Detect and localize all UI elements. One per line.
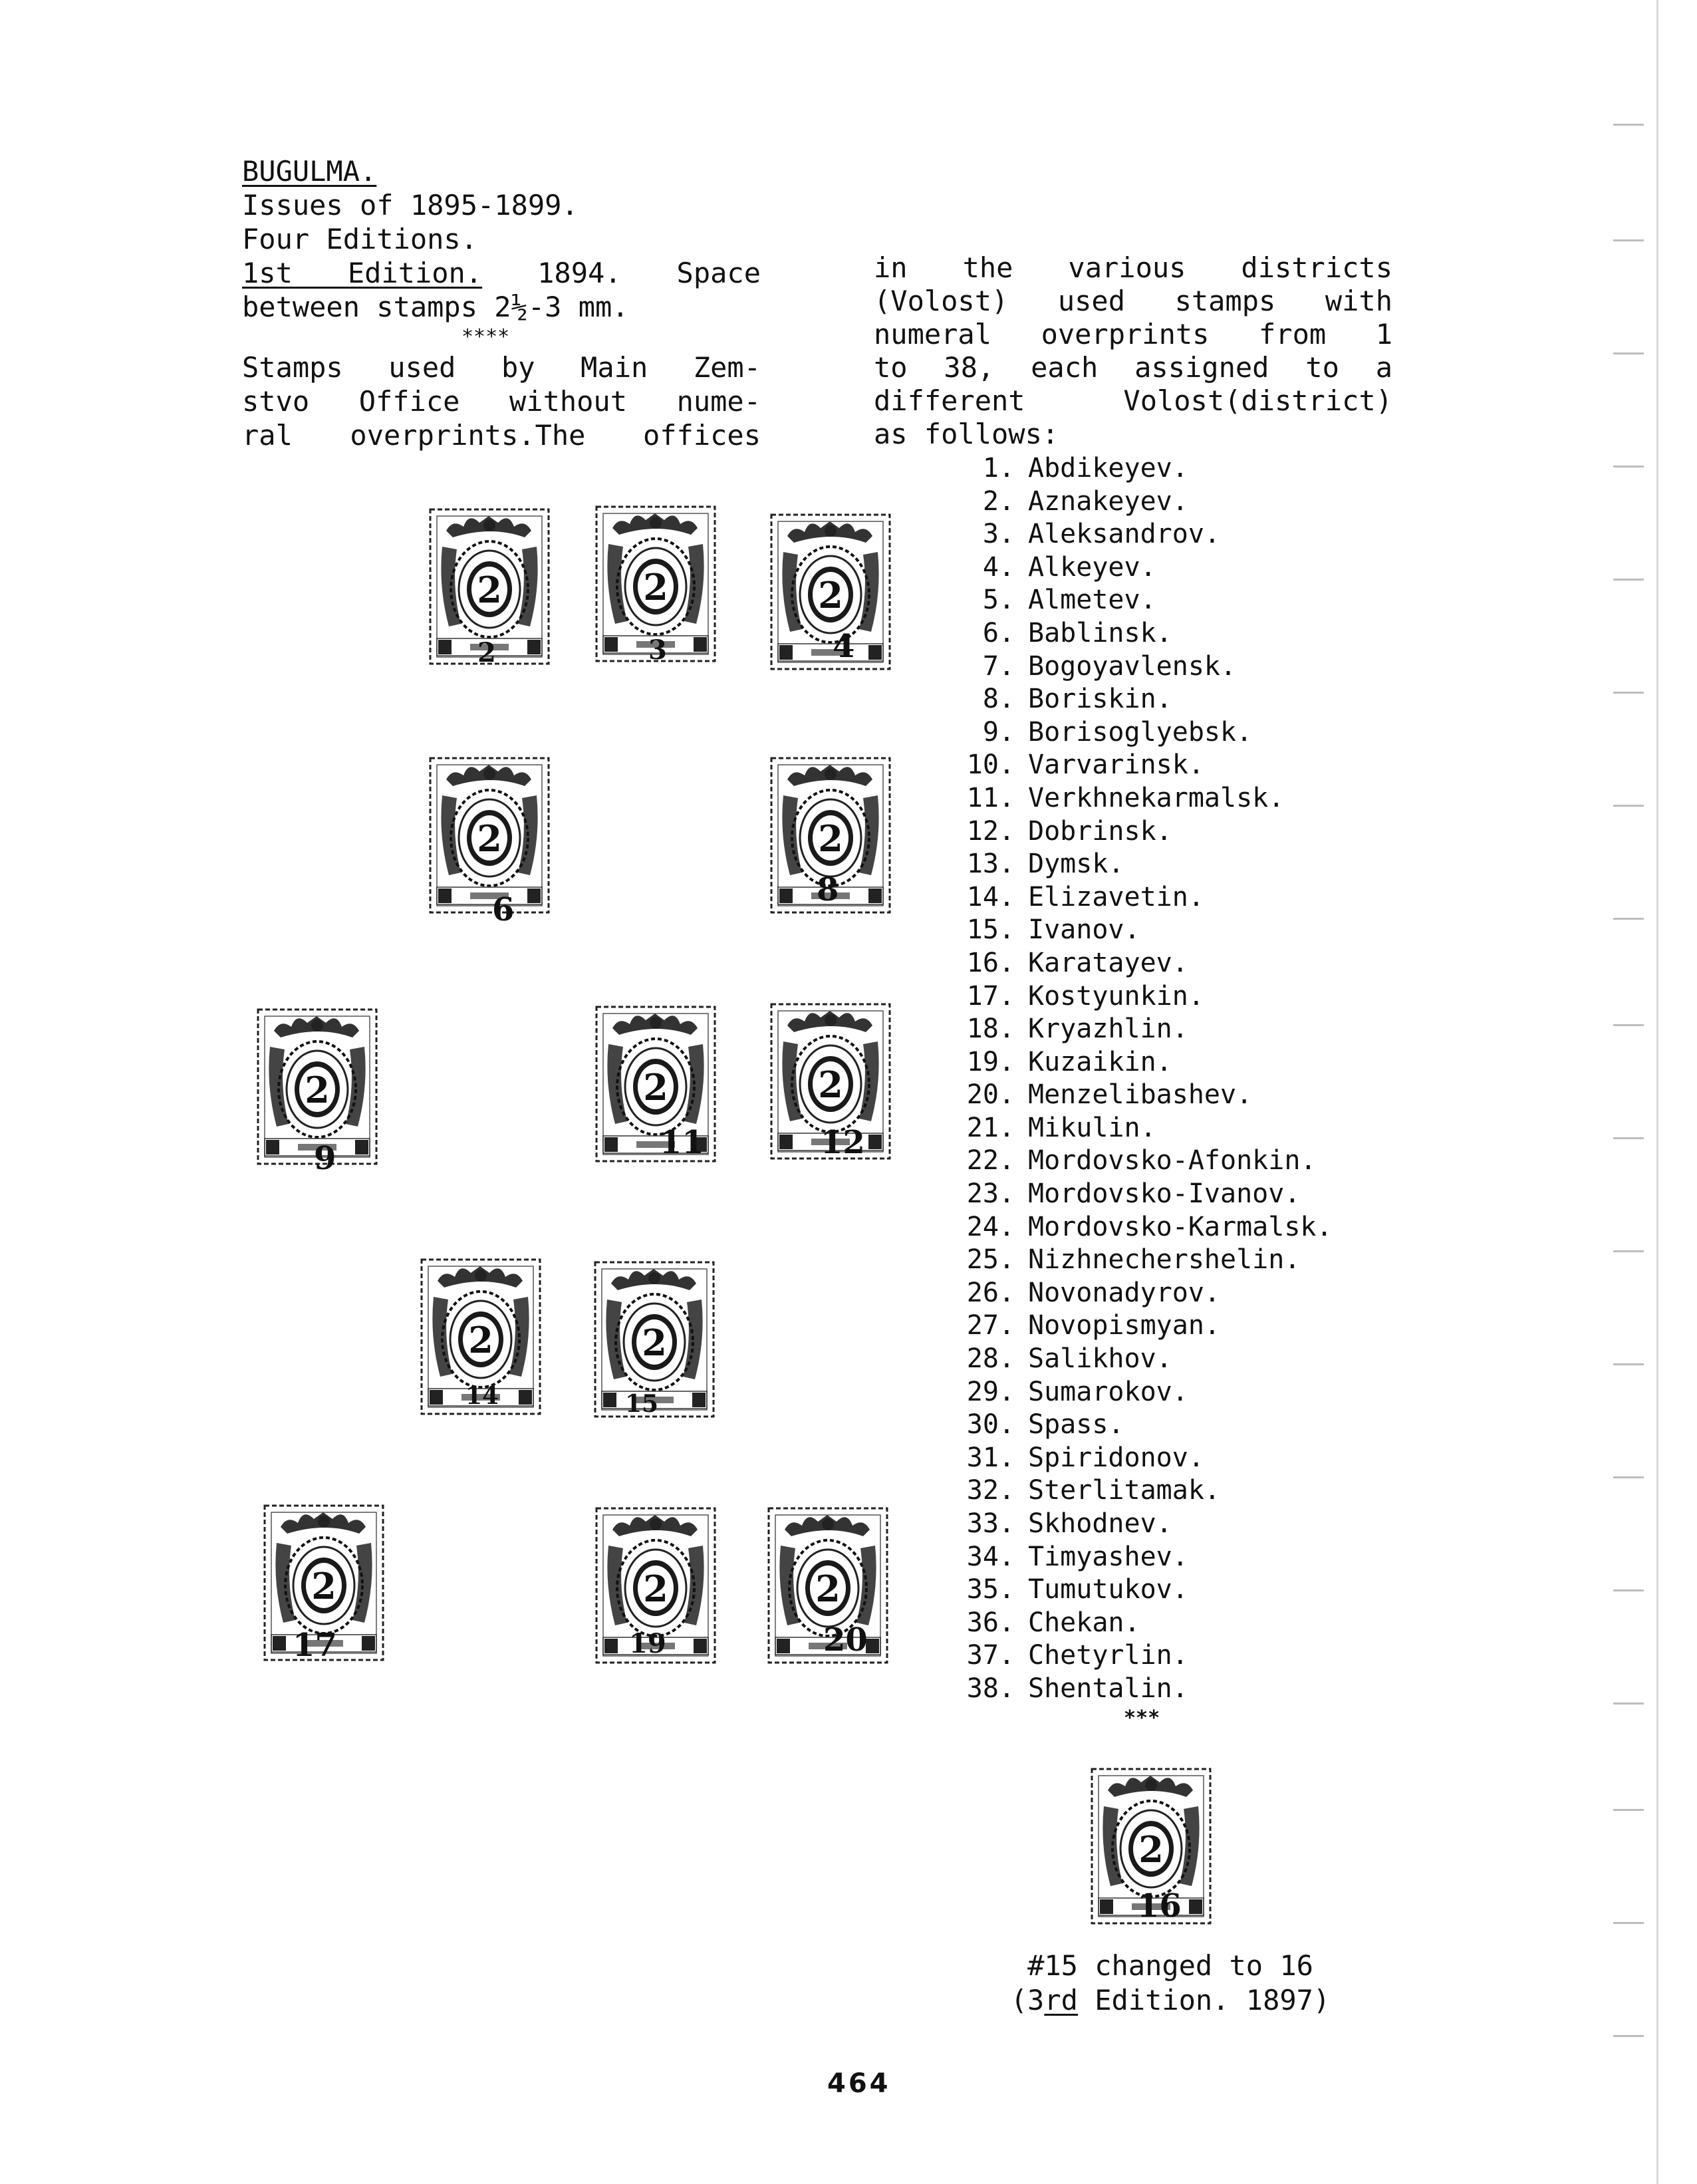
- stamp-denomination: 2: [642, 1321, 667, 1364]
- stamp-image: [428, 755, 551, 915]
- volost-list-item: [936, 1639, 1333, 1673]
- volost-name: Karatayev.: [1028, 947, 1188, 978]
- stamp-overprint: 17: [293, 1627, 337, 1664]
- volost-name: Novonadyrov.: [1028, 1277, 1220, 1308]
- volost-name: Boriskin.: [1028, 684, 1172, 715]
- volost-number: 18.: [966, 1014, 1015, 1045]
- page-edge-line: [1656, 0, 1658, 2184]
- volost-name: Bablinsk.: [1028, 617, 1172, 648]
- volost-number: 20.: [966, 1079, 1015, 1111]
- volost-name: Almetev.: [1028, 585, 1156, 616]
- volost-list-item: [936, 683, 1333, 716]
- volost-name: Spiridonov.: [1028, 1442, 1204, 1473]
- volost-name: Sumarokov.: [1028, 1376, 1188, 1407]
- volost-name: Varvarinsk.: [1028, 750, 1204, 781]
- right-para-line: as follows:: [874, 418, 1059, 450]
- stamp-denomination: 2: [643, 1066, 668, 1109]
- volost-list-item: [936, 881, 1333, 914]
- volost-list-item: [936, 848, 1333, 881]
- volost-number: 2.: [982, 485, 1015, 517]
- volost-list-item: [936, 1211, 1333, 1244]
- caption-line-2: [958, 1983, 1383, 2018]
- stamp-denomination: 2: [643, 566, 668, 609]
- edge-tick: [1613, 805, 1644, 807]
- volost-name: Nizhnechershelin.: [1028, 1244, 1301, 1276]
- volost-number: 36.: [966, 1607, 1015, 1638]
- volost-number: 21.: [966, 1112, 1015, 1143]
- left-para-line: ral overprints.The offices: [242, 419, 761, 452]
- volost-list-item: [936, 518, 1333, 551]
- volost-number: 17.: [966, 980, 1015, 1012]
- stamp-overprint: 20: [823, 1621, 868, 1659]
- edge-tick: [1613, 352, 1644, 354]
- stamp-overprint: 9: [314, 1140, 336, 1177]
- caption-rest: Edition. 1897): [1077, 1984, 1331, 2016]
- volost-name: Kostyunkin.: [1028, 980, 1204, 1012]
- volost-list-item: [936, 782, 1333, 815]
- volost-number: 7.: [982, 650, 1015, 682]
- volost-list-item: [936, 452, 1333, 485]
- volost-list-item: [936, 1573, 1333, 1607]
- volost-list-item: [936, 1046, 1333, 1079]
- volost-name: Chetyrlin.: [1028, 1640, 1188, 1671]
- volost-list-item: [936, 1112, 1333, 1145]
- volost-name: Borisoglyebsk.: [1028, 716, 1253, 748]
- volost-number: 13.: [966, 849, 1015, 880]
- volost-list-item: [936, 1474, 1333, 1508]
- volost-number: 23.: [966, 1178, 1015, 1210]
- stamp-denomination: 2: [818, 1063, 843, 1106]
- space-word: Space: [676, 257, 761, 289]
- edge-tick: [1613, 2035, 1644, 2037]
- volost-list-item: [936, 1442, 1333, 1475]
- right-para-line: to 38, each assigned to a: [874, 351, 1392, 384]
- stamp-denomination: 2: [643, 1568, 668, 1610]
- caption-open: (3: [1010, 1984, 1045, 2016]
- edge-tick: [1613, 692, 1644, 694]
- left-para-line: Stamps used by Main Zem-: [242, 351, 761, 384]
- volost-list-item: [936, 617, 1333, 650]
- volost-list-item: [936, 1309, 1333, 1343]
- volost-name: Elizavetin.: [1028, 881, 1204, 912]
- volost-name: Alkeyev.: [1028, 551, 1156, 583]
- volost-number: 11.: [966, 782, 1015, 813]
- volost-name: Verkhnekarmalsk.: [1028, 782, 1285, 813]
- stamp-denomination: 2: [477, 569, 502, 611]
- edge-tick: [1613, 1476, 1644, 1478]
- volost-list-item: [936, 716, 1333, 750]
- right-para-line: in the various districts: [874, 251, 1392, 284]
- volost-list-item: [936, 1607, 1333, 1640]
- edge-tick: [1613, 1363, 1644, 1365]
- stamp-overprint: 3: [648, 634, 667, 666]
- volost-number: 12.: [966, 815, 1015, 847]
- volost-number: 37.: [966, 1640, 1015, 1671]
- stamp-overprint: 19: [629, 1628, 666, 1659]
- volost-name: Dobrinsk.: [1028, 815, 1172, 847]
- volost-number: 35.: [966, 1574, 1015, 1605]
- volost-number: 1.: [982, 453, 1015, 483]
- volost-number: 6.: [982, 617, 1015, 648]
- stamp-overprint: 16: [1137, 1887, 1182, 1925]
- volost-name: Sterlitamak.: [1028, 1475, 1220, 1506]
- volost-number: 29.: [966, 1376, 1015, 1407]
- volost-list-item: [936, 947, 1333, 980]
- stamp-denomination: 2: [305, 1069, 330, 1111]
- first-edition-line: [242, 256, 761, 290]
- right-para-line: different Volost(district): [874, 384, 1392, 417]
- stamp-denomination: 2: [818, 817, 843, 860]
- editions-line: Four Editions.: [242, 223, 478, 255]
- stamp-image: [769, 512, 892, 672]
- stamp-denomination: 2: [477, 817, 502, 860]
- first-edition-label: 1st Edition.: [242, 257, 483, 289]
- caption-line-1: #15 changed to 16: [1027, 1949, 1313, 1982]
- edge-tick: [1613, 1589, 1644, 1591]
- volost-number: 4.: [982, 551, 1015, 583]
- list-stars: ***: [1124, 1706, 1160, 1730]
- left-para-line: stvo Office without nume-: [242, 385, 761, 418]
- stamp-overprint: 15: [625, 1390, 659, 1418]
- volost-number: 15.: [966, 914, 1015, 946]
- caption-ordinal: rd: [1044, 1984, 1078, 2016]
- volost-list-item: [936, 914, 1333, 947]
- stamp-caption: [958, 1949, 1383, 2018]
- right-para-line: numeral overprints from 1: [874, 318, 1392, 350]
- stamp-denomination: 2: [1138, 1828, 1164, 1871]
- volost-list-item: [936, 1244, 1333, 1277]
- volost-list-item: [936, 1541, 1333, 1574]
- stamp-overprint: 4: [833, 628, 855, 665]
- edge-tick: [1613, 918, 1644, 920]
- edge-tick: [1613, 1137, 1644, 1139]
- volost-list-item: [936, 1145, 1333, 1178]
- volost-list-item: [936, 1508, 1333, 1541]
- right-para-line: (Volost) used stamps with: [874, 285, 1392, 317]
- volost-number: 9.: [982, 716, 1015, 748]
- volost-name: Timyashev.: [1028, 1541, 1188, 1572]
- volost-list-item: [936, 584, 1333, 617]
- first-edition-year: 1894.: [537, 257, 622, 289]
- volost-list-item: [936, 1079, 1333, 1112]
- volost-list-item: [936, 1013, 1333, 1046]
- volost-name: Tumutukov.: [1028, 1574, 1188, 1605]
- left-text-column: [242, 154, 761, 452]
- volost-name: Novopismyan.: [1028, 1310, 1220, 1341]
- stamp-overprint: 12: [821, 1124, 865, 1161]
- volost-name: Skhodnev.: [1028, 1508, 1172, 1539]
- volost-number: 30.: [966, 1409, 1015, 1440]
- edge-tick: [1613, 466, 1644, 468]
- volost-list-item: [936, 1277, 1333, 1310]
- volost-name: Spass.: [1028, 1409, 1124, 1440]
- volost-list-item: [936, 1343, 1333, 1376]
- volost-number: 16.: [966, 947, 1015, 978]
- volost-number: 8.: [982, 684, 1015, 715]
- volost-list-item: [936, 1673, 1333, 1706]
- edge-tick: [1613, 1024, 1644, 1026]
- stamp-overprint: 6: [492, 891, 515, 928]
- page-number: 464: [827, 2068, 891, 2099]
- volost-list-item: [936, 749, 1333, 782]
- edge-tick: [1613, 579, 1644, 581]
- stamp-denomination: 2: [815, 1568, 841, 1610]
- volost-name: Menzelibashev.: [1028, 1079, 1253, 1111]
- stamp-overprint: 11: [660, 1124, 704, 1161]
- edge-tick: [1613, 1250, 1644, 1252]
- section-stars: ****: [461, 325, 510, 348]
- stamp-overprint: 8: [817, 871, 839, 908]
- volost-name: Ivanov.: [1028, 914, 1140, 946]
- stamp-denomination: 2: [818, 574, 843, 616]
- volost-number: 31.: [966, 1442, 1015, 1473]
- volost-list-item: [936, 1178, 1333, 1211]
- right-text-column: [874, 251, 1392, 451]
- volost-number: 25.: [966, 1244, 1015, 1276]
- volost-name: Bogoyavlensk.: [1028, 650, 1237, 682]
- edge-tick: [1613, 239, 1644, 241]
- volost-number: 24.: [966, 1211, 1015, 1242]
- between-stamps-line: between stamps 2½-3 mm.: [242, 291, 629, 323]
- volost-number: 3.: [982, 519, 1015, 550]
- issues-line: Issues of 1895-1899.: [242, 189, 579, 221]
- volost-number: 28.: [966, 1343, 1015, 1375]
- volost-name: Abdikeyev.: [1028, 453, 1188, 483]
- volost-number: 32.: [966, 1475, 1015, 1506]
- volost-name: Kuzaikin.: [1028, 1046, 1172, 1077]
- edge-tick: [1613, 1809, 1644, 1811]
- volost-number: 26.: [966, 1277, 1015, 1308]
- volost-name: Dymsk.: [1028, 849, 1124, 880]
- volost-name: Mordovsko-Ivanov.: [1028, 1178, 1301, 1210]
- volost-name: Shentalin.: [1028, 1673, 1188, 1704]
- volost-number: 38.: [966, 1673, 1015, 1704]
- volost-list-item: [936, 815, 1333, 849]
- volost-list-item: [936, 650, 1333, 684]
- volost-list-item: [936, 485, 1333, 519]
- volost-name: Salikhov.: [1028, 1343, 1172, 1375]
- volost-number: 19.: [966, 1046, 1015, 1077]
- volost-list-item: [936, 1376, 1333, 1409]
- volost-list: [936, 452, 1333, 1706]
- volost-name: Mordovsko-Afonkin.: [1028, 1145, 1317, 1176]
- volost-number: 34.: [966, 1541, 1015, 1572]
- volost-name: Aleksandrov.: [1028, 519, 1220, 550]
- edge-tick: [1613, 124, 1644, 126]
- volost-name: Chekan.: [1028, 1607, 1140, 1638]
- volost-name: Mikulin.: [1028, 1112, 1156, 1143]
- volost-number: 10.: [966, 750, 1015, 781]
- volost-number: 5.: [982, 585, 1015, 616]
- volost-list-item: [936, 1409, 1333, 1442]
- volost-number: 33.: [966, 1508, 1015, 1539]
- volost-name: Aznakeyev.: [1028, 485, 1188, 517]
- section-title: BUGULMA.: [242, 155, 377, 188]
- volost-name: Mordovsko-Karmalsk.: [1028, 1211, 1333, 1242]
- volost-list-item: [936, 551, 1333, 585]
- volost-number: 14.: [966, 881, 1015, 912]
- stamp-denomination: 2: [311, 1565, 336, 1607]
- stamp-overprint: 2: [477, 637, 496, 668]
- edge-tick: [1613, 1703, 1644, 1705]
- stamp-denomination: 2: [468, 1319, 493, 1361]
- volost-number: 22.: [966, 1145, 1015, 1176]
- volost-number: 27.: [966, 1310, 1015, 1341]
- volost-name: Kryazhlin.: [1028, 1014, 1188, 1045]
- stamp-overprint: 14: [465, 1382, 499, 1410]
- edge-tick: [1613, 1922, 1644, 1924]
- volost-list-item: [936, 980, 1333, 1014]
